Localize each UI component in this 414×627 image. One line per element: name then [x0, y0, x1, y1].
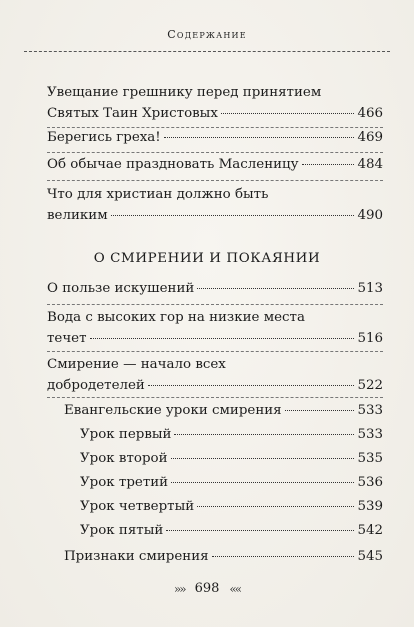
- toc-page-number: 542: [357, 523, 383, 538]
- toc-entry-title: Берегись греха!: [47, 130, 161, 145]
- toc-entry-title: Увещание грешнику перед принятием: [47, 85, 322, 100]
- toc-entry[interactable]: [64, 546, 383, 567]
- toc-entry-title: О пользе искушений: [47, 281, 195, 296]
- page-footer: [0, 581, 414, 596]
- toc-entry[interactable]: [47, 184, 383, 226]
- leader-dots: [285, 410, 354, 411]
- toc-entry-title: Об обычае праздновать Масленицу: [47, 157, 299, 172]
- toc-entry-title-cont: великим: [47, 208, 108, 223]
- toc-entry-title: Вода с высоких гор на низкие места: [47, 310, 305, 325]
- toc-subentry[interactable]: [80, 448, 383, 469]
- toc-entry-title: Урок четвертый: [80, 499, 195, 514]
- leader-dots: [166, 530, 354, 531]
- toc-page-number: 516: [357, 331, 383, 346]
- toc-subentry[interactable]: [80, 472, 383, 493]
- toc-entry-title: Урок первый: [80, 427, 172, 442]
- toc-page-number: 545: [357, 549, 383, 564]
- toc-entry-title: Урок третий: [80, 475, 169, 490]
- leader-dots: [197, 288, 354, 289]
- header-divider: [24, 51, 390, 52]
- section-heading: О СМИРЕНИИ И ПОКАЯНИИ: [93, 251, 321, 266]
- toc-entry-title: Евангельские уроки смирения: [64, 403, 282, 418]
- toc-entry-title-cont: Святых Таин Христовых: [47, 106, 218, 121]
- page-number: 698: [194, 581, 220, 596]
- toc-page-number: 513: [357, 281, 383, 296]
- toc-page-number: 539: [357, 499, 383, 514]
- leader-dots: [148, 385, 354, 386]
- entry-divider: [47, 397, 383, 398]
- toc-entry-title-cont: течет: [47, 331, 87, 346]
- toc-subentry[interactable]: [80, 520, 383, 541]
- leader-dots: [171, 458, 354, 459]
- toc-page-number: 490: [357, 208, 383, 223]
- toc-entry[interactable]: [64, 400, 383, 421]
- toc-subentry[interactable]: [80, 496, 383, 517]
- running-head: Содержание: [167, 28, 247, 41]
- entry-divider: [47, 152, 383, 153]
- leader-dots: [174, 434, 354, 435]
- toc-entry[interactable]: [47, 278, 383, 299]
- entry-divider: [47, 304, 383, 305]
- toc-entry[interactable]: [47, 154, 383, 175]
- leader-dots: [164, 137, 354, 138]
- entry-divider: [47, 351, 383, 352]
- toc-entry-title: Урок второй: [80, 451, 168, 466]
- toc-entry[interactable]: [47, 354, 383, 396]
- toc-subentry[interactable]: [80, 424, 383, 445]
- toc-entry-title: Признаки смирения: [64, 549, 209, 564]
- ornament-left-icon: »»: [173, 581, 185, 596]
- toc-entry[interactable]: [47, 307, 383, 349]
- leader-dots: [111, 215, 354, 216]
- toc-entry[interactable]: [47, 127, 383, 148]
- toc-page-number: 469: [357, 130, 383, 145]
- toc-page-number: 533: [357, 427, 383, 442]
- entry-divider: [47, 180, 383, 181]
- leader-dots: [302, 164, 354, 165]
- toc-page-number: 466: [357, 106, 383, 121]
- toc-page-number: 536: [357, 475, 383, 490]
- toc-entry-title: Смирение — начало всех: [47, 357, 226, 372]
- leader-dots: [90, 338, 354, 339]
- toc-page-number: 533: [357, 403, 383, 418]
- toc-entry[interactable]: [47, 82, 383, 124]
- toc-page-number: 484: [357, 157, 383, 172]
- toc-entry-title-cont: добродетелей: [47, 378, 145, 393]
- leader-dots: [197, 506, 354, 507]
- leader-dots: [221, 113, 354, 114]
- leader-dots: [212, 556, 354, 557]
- toc-entry-title: Урок пятый: [80, 523, 164, 538]
- toc-entry-title: Что для христиан должно быть: [47, 187, 269, 202]
- leader-dots: [171, 482, 354, 483]
- toc-page-number: 522: [357, 378, 383, 393]
- toc-page-number: 535: [357, 451, 383, 466]
- ornament-right-icon: ««: [229, 581, 241, 596]
